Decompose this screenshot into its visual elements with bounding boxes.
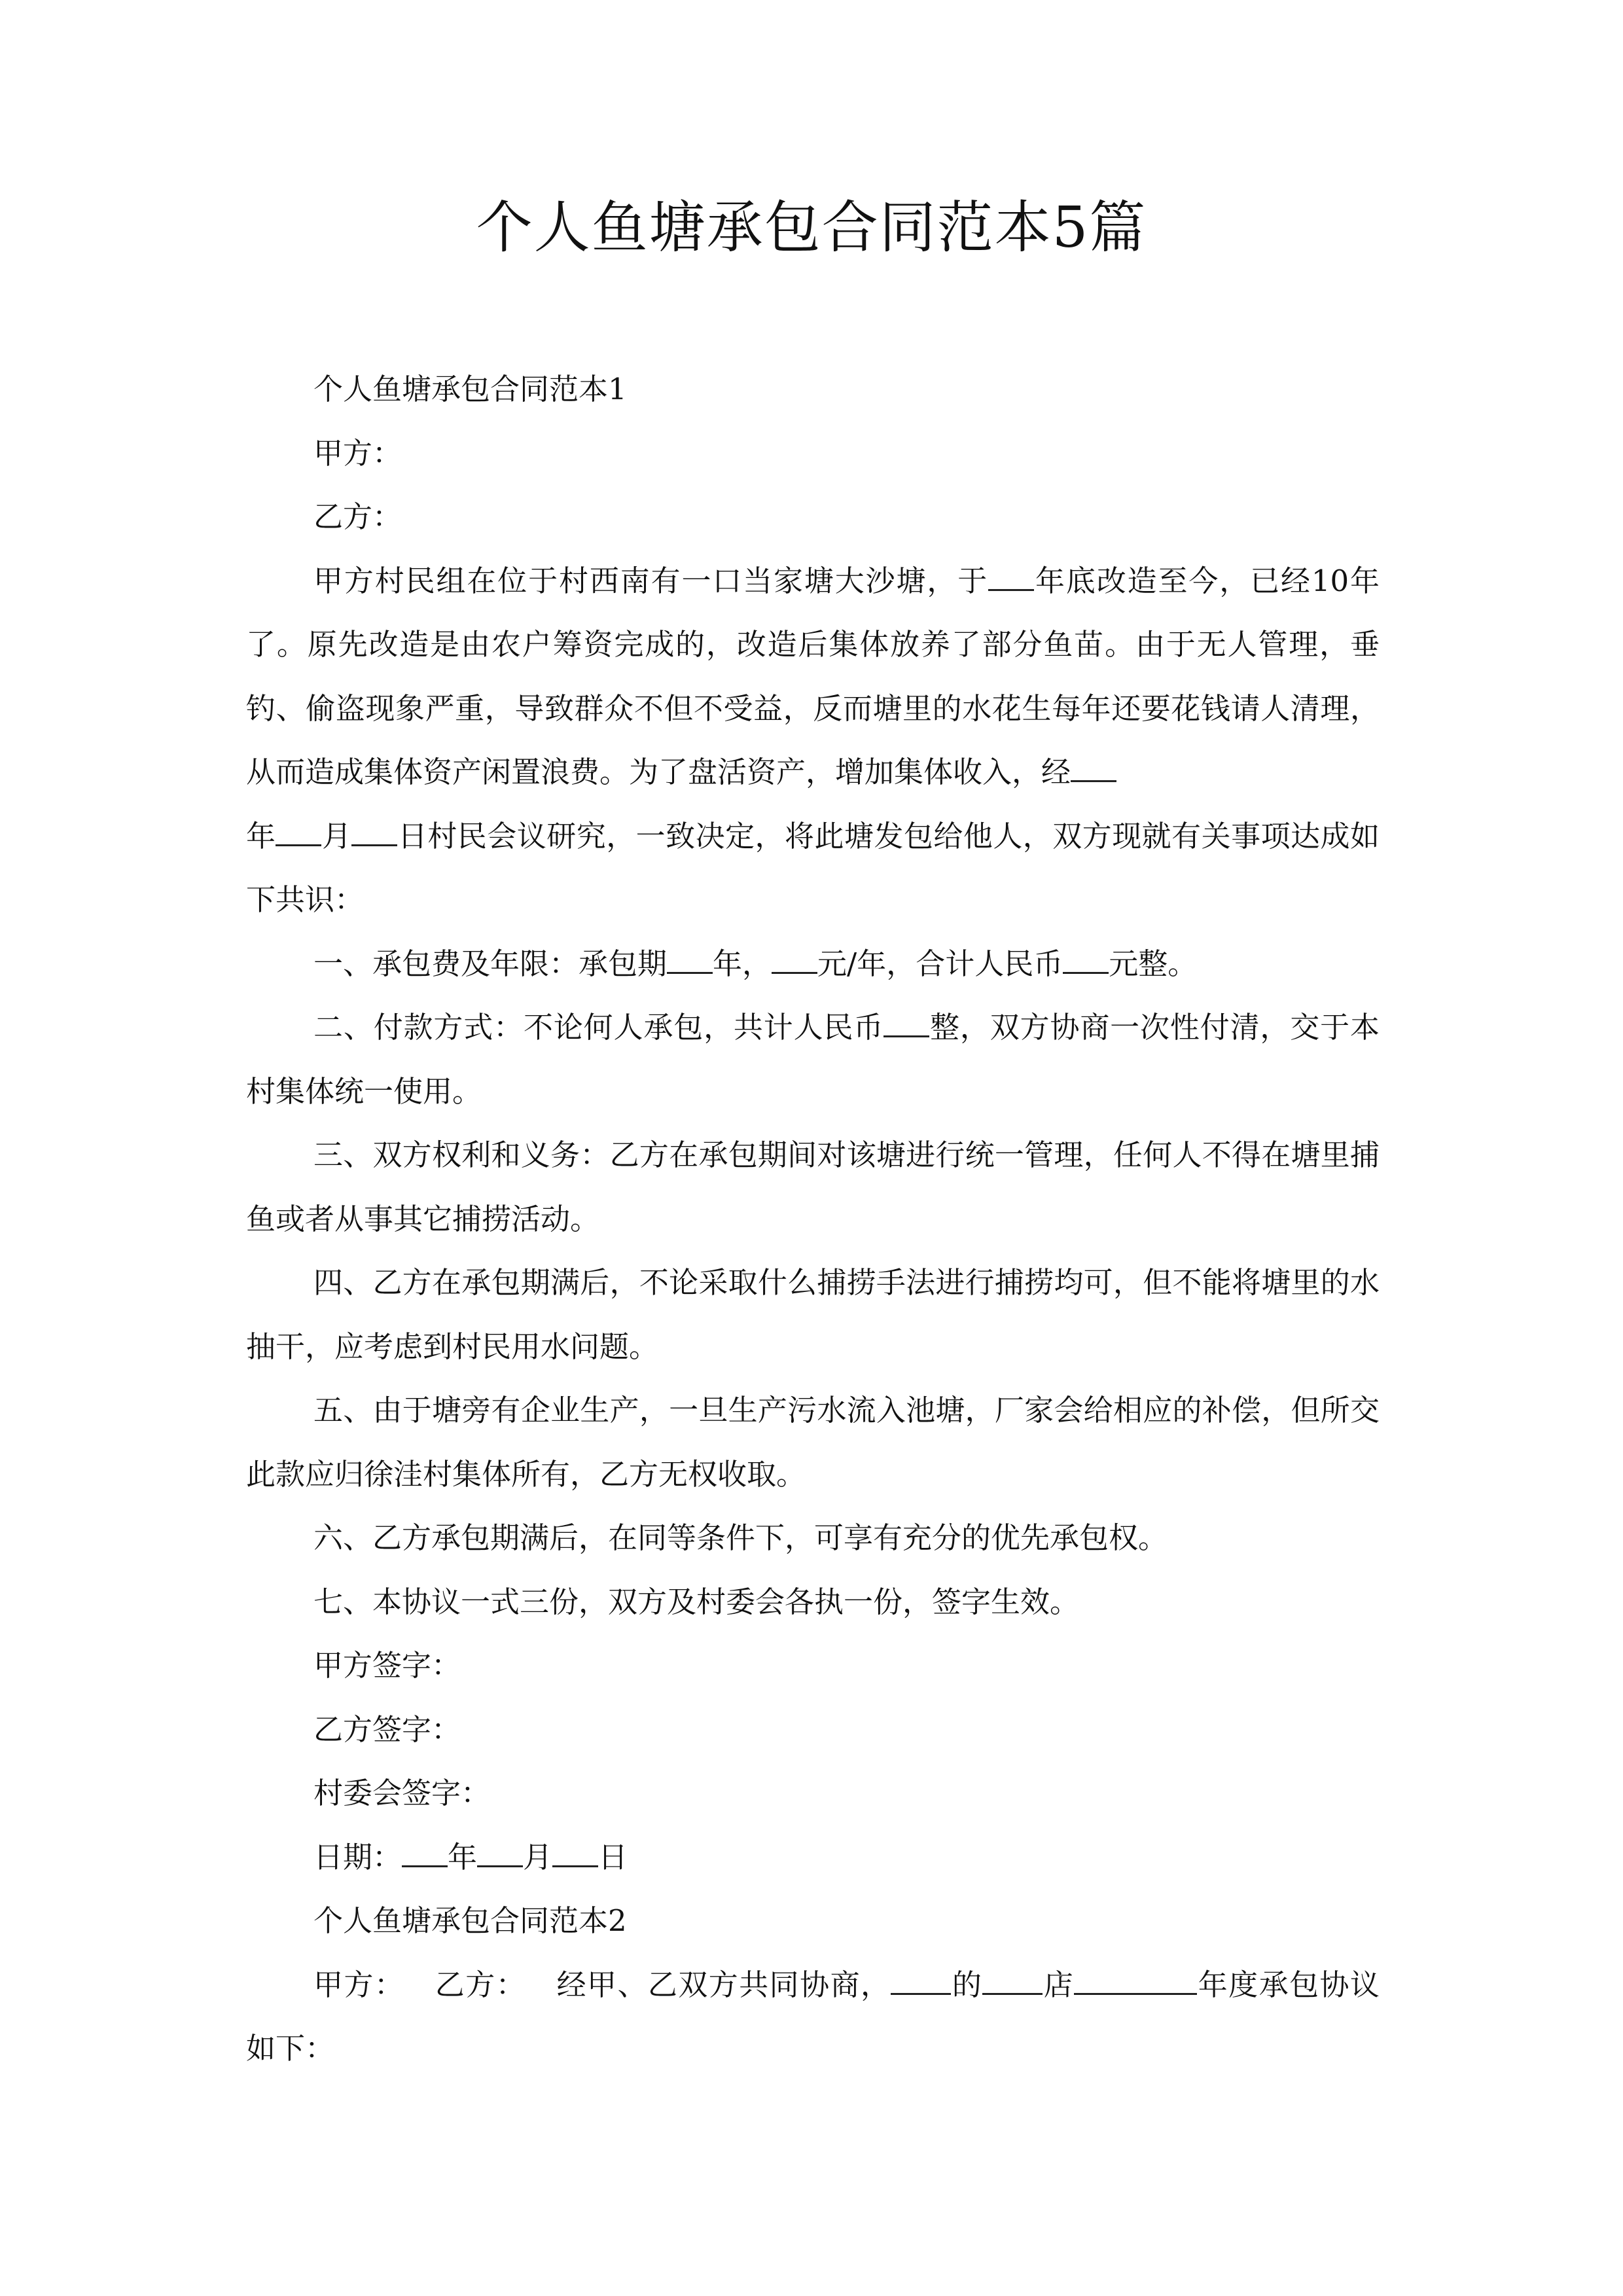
blank-line [883, 1011, 929, 1037]
signature-party-b: 乙方签字： [313, 1712, 461, 1747]
contract2-heading: 个人鱼塘承包合同范本2 [313, 1903, 627, 1938]
blank-line [988, 564, 1034, 591]
contract2-opening: 甲方： 乙方： 经甲、乙双方共同协商， 的 店 年度承包协议如下： [246, 1967, 1380, 2066]
clause-4: 四、乙方在承包期满后，不论采取什么捕捞手法进行捕捞均可，但不能将塘里的水抽干，应考虑到村民用水问题。 [246, 1265, 1380, 1364]
blank-line [402, 1840, 448, 1867]
clause-3: 三、双方权利和义务：乙方在承包期间对该塘进行统一管理，任何人不得在塘里捕鱼或者从事其它捕捞活动。 [246, 1138, 1380, 1236]
party-a-label: 甲方： [313, 435, 402, 471]
intro-paragraph: 甲方村民组在位于村西南有一口当家塘大沙塘，于 年底改造至今，已经10年了。原先改造是由农户筹资完成的，改造后集体放养了部分鱼苗。由于无人管理，垂钓、偷盗现象严重，导致群众不但不受益，反而塘里的水花生每年还要花钱请人清理，从而造成集体资产闲置浪费。为了盘活资产，增加集体收入，经 年 月 日村民会议研究，一致决定，将此塘发包给他人，双方现就有关事项达成如下共识： [246, 563, 1380, 917]
contract1-heading: 个人鱼塘承包合同范本1 [313, 372, 627, 406]
blank-line [276, 819, 321, 846]
clause-2: 二、付款方式：不论何人承包，共计人民币 整，双方协商一次性付清，交于本村集体统一使用。 [246, 1010, 1380, 1109]
document-title: 个人鱼塘承包合同范本5篇 [476, 195, 1147, 260]
blank-line [667, 947, 713, 974]
blank-line [891, 1968, 951, 1995]
clause-6: 六、乙方承包期满后，在同等条件下，可享有充分的优先承包权。 [313, 1520, 1168, 1555]
blank-line [477, 1840, 523, 1867]
blank-line [982, 1968, 1043, 1995]
blank-line [351, 819, 397, 846]
clause-5: 五、由于塘旁有企业生产，一旦生产污水流入池塘，厂家会给相应的补偿，但所交此款应归徐洼村集体所有，乙方无权收取。 [246, 1393, 1380, 1492]
date-line: 日期： 年 月 日 [313, 1839, 628, 1874]
blank-line [1074, 1968, 1197, 1995]
blank-line [1071, 755, 1116, 782]
signature-party-a: 甲方签字： [313, 1648, 461, 1683]
document-body [246, 357, 1380, 2081]
blank-line [772, 947, 817, 974]
party-b-label: 乙方： [313, 499, 402, 534]
blank-line [552, 1840, 598, 1867]
clause-1: 一、承包费及年限：承包期 年， 元/年，合计人民币 元整。 [313, 946, 1198, 981]
clause-7: 七、本协议一式三份，双方及村委会各执一份，签字生效。 [313, 1584, 1080, 1619]
signature-committee: 村委会签字： [313, 1776, 491, 1810]
blank-line [1063, 947, 1109, 974]
